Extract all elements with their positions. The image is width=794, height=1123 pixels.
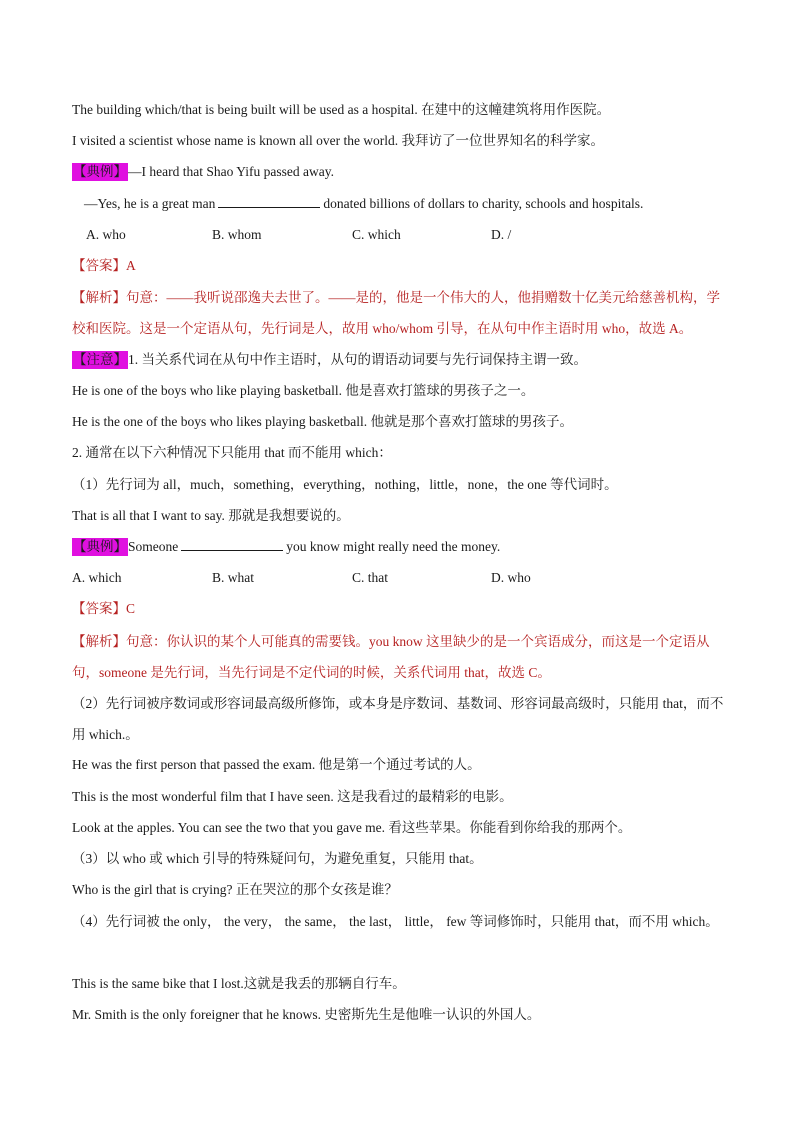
example-1-question-2b: donated billions of dollars to charity, schools and hospitals. bbox=[323, 196, 644, 211]
answer-value: C bbox=[126, 601, 136, 616]
case-2: （2）先行词被序数词或形容词最高级所修饰，或本身是序数词、基数词、形容词最高级时，只能用 that，而不用 which.。 bbox=[72, 696, 724, 742]
answer-value: A bbox=[126, 258, 136, 273]
option-c: C. that bbox=[352, 570, 388, 585]
example-2-question bbox=[72, 537, 500, 557]
option-a: A. who bbox=[86, 227, 126, 242]
example-1-question-line-2 bbox=[84, 194, 643, 214]
example-2-options bbox=[72, 568, 672, 588]
example-2-question-a: Someone bbox=[128, 539, 179, 554]
example-1-question-2a: —Yes, he is a great man bbox=[84, 196, 216, 211]
option-b: B. whom bbox=[212, 227, 262, 242]
explanation-text: 句意：——我听说邵逸夫去世了。——是的，他是一个伟大的人，他捐赠数十亿美元给慈善机构，学校和医院。这是一个定语从句，先行词是人，故用 who/whom 引导，在从句中作主语时用 who，故选 A。 bbox=[72, 290, 720, 336]
example-tag: 【典例】 bbox=[73, 164, 127, 179]
sentence-smith: Mr. Smith is the only foreigner that he knows. 史密斯先生是他唯一认识的外国人。 bbox=[72, 1007, 541, 1022]
sentence-bike: This is the same bike that I lost.这就是我丢的那辆自行车。 bbox=[72, 976, 406, 991]
example-1-options bbox=[86, 225, 686, 245]
explanation-2 bbox=[72, 626, 727, 688]
explanation-text: 句意：你认识的某个人可能真的需要钱。you know 这里缺少的是一个宾语成分，而这是一个定语从句，someone 是先行词，当先行词是不定代词的时候，关系代词用 that，故选 C。 bbox=[72, 634, 710, 680]
rule-2: 2. 通常在以下六种情况下只能用 that 而不能用 which： bbox=[72, 445, 392, 460]
answer-tag: 【答案】 bbox=[72, 601, 126, 616]
sentence-that-is-all: That is all that I want to say. 那就是我想要说的。 bbox=[72, 508, 350, 523]
case-3: （3）以 who 或 which 引导的特殊疑问句，为避免重复，只能用 that。 bbox=[72, 851, 483, 866]
sentence-he-the-one: He is the one of the boys who likes playing basketball. 他就是那个喜欢打篮球的男孩子。 bbox=[72, 414, 573, 429]
case-1: （1）先行词为 all，much，something，everything，nothing，little，none，the one 等代词时。 bbox=[72, 477, 618, 492]
option-a: A. which bbox=[72, 570, 122, 585]
sentence-he-one: He is one of the boys who like playing basketball. 他是喜欢打篮球的男孩子之一。 bbox=[72, 383, 535, 398]
answer-blank bbox=[218, 194, 320, 208]
explanation-tag: 【解析】 bbox=[72, 290, 126, 305]
example-tag: 【典例】 bbox=[73, 539, 127, 554]
note-text: 1. 当关系代词在从句中作主语时，从句的谓语动词要与先行词保持主谓一致。 bbox=[128, 352, 587, 367]
explanation-1 bbox=[72, 282, 727, 344]
example-1-question-1: —I heard that Shao Yifu passed away. bbox=[128, 164, 334, 179]
sentence-first-person: He was the first person that passed the exam. 他是第一个通过考试的人。 bbox=[72, 757, 481, 772]
option-d: D. who bbox=[491, 570, 531, 585]
option-b: B. what bbox=[212, 570, 254, 585]
note bbox=[72, 350, 587, 370]
option-c: C. which bbox=[352, 227, 401, 242]
answer-1 bbox=[72, 256, 136, 276]
sentence-building: The building which/that is being built will be used as a hospital. 在建中的这幢建筑将用作医院。 bbox=[72, 102, 611, 117]
explanation-tag: 【解析】 bbox=[72, 634, 126, 649]
option-d: D. / bbox=[491, 227, 512, 242]
example-1-question-line-1 bbox=[72, 162, 334, 182]
sentence-apples: Look at the apples. You can see the two that you gave me. 看这些苹果。你能看到你给我的那两个。 bbox=[72, 820, 632, 835]
sentence-girl: Who is the girl that is crying? 正在哭泣的那个女孩是谁？ bbox=[72, 882, 398, 897]
sentence-wonderful-film: This is the most wonderful film that I have seen. 这是我看过的最精彩的电影。 bbox=[72, 789, 513, 804]
case-4: （4）先行词被 the only， the very， the same， the last， little， few 等词修饰时，只能用 that，而不用 which。 bbox=[72, 914, 719, 929]
note-tag: 【注意】 bbox=[73, 352, 127, 367]
answer-tag: 【答案】 bbox=[72, 258, 126, 273]
answer-blank bbox=[181, 537, 283, 551]
answer-2 bbox=[72, 599, 135, 619]
sentence-scientist: I visited a scientist whose name is known all over the world. 我拜访了一位世界知名的科学家。 bbox=[72, 133, 605, 148]
example-2-question-b: you know might really need the money. bbox=[286, 539, 501, 554]
